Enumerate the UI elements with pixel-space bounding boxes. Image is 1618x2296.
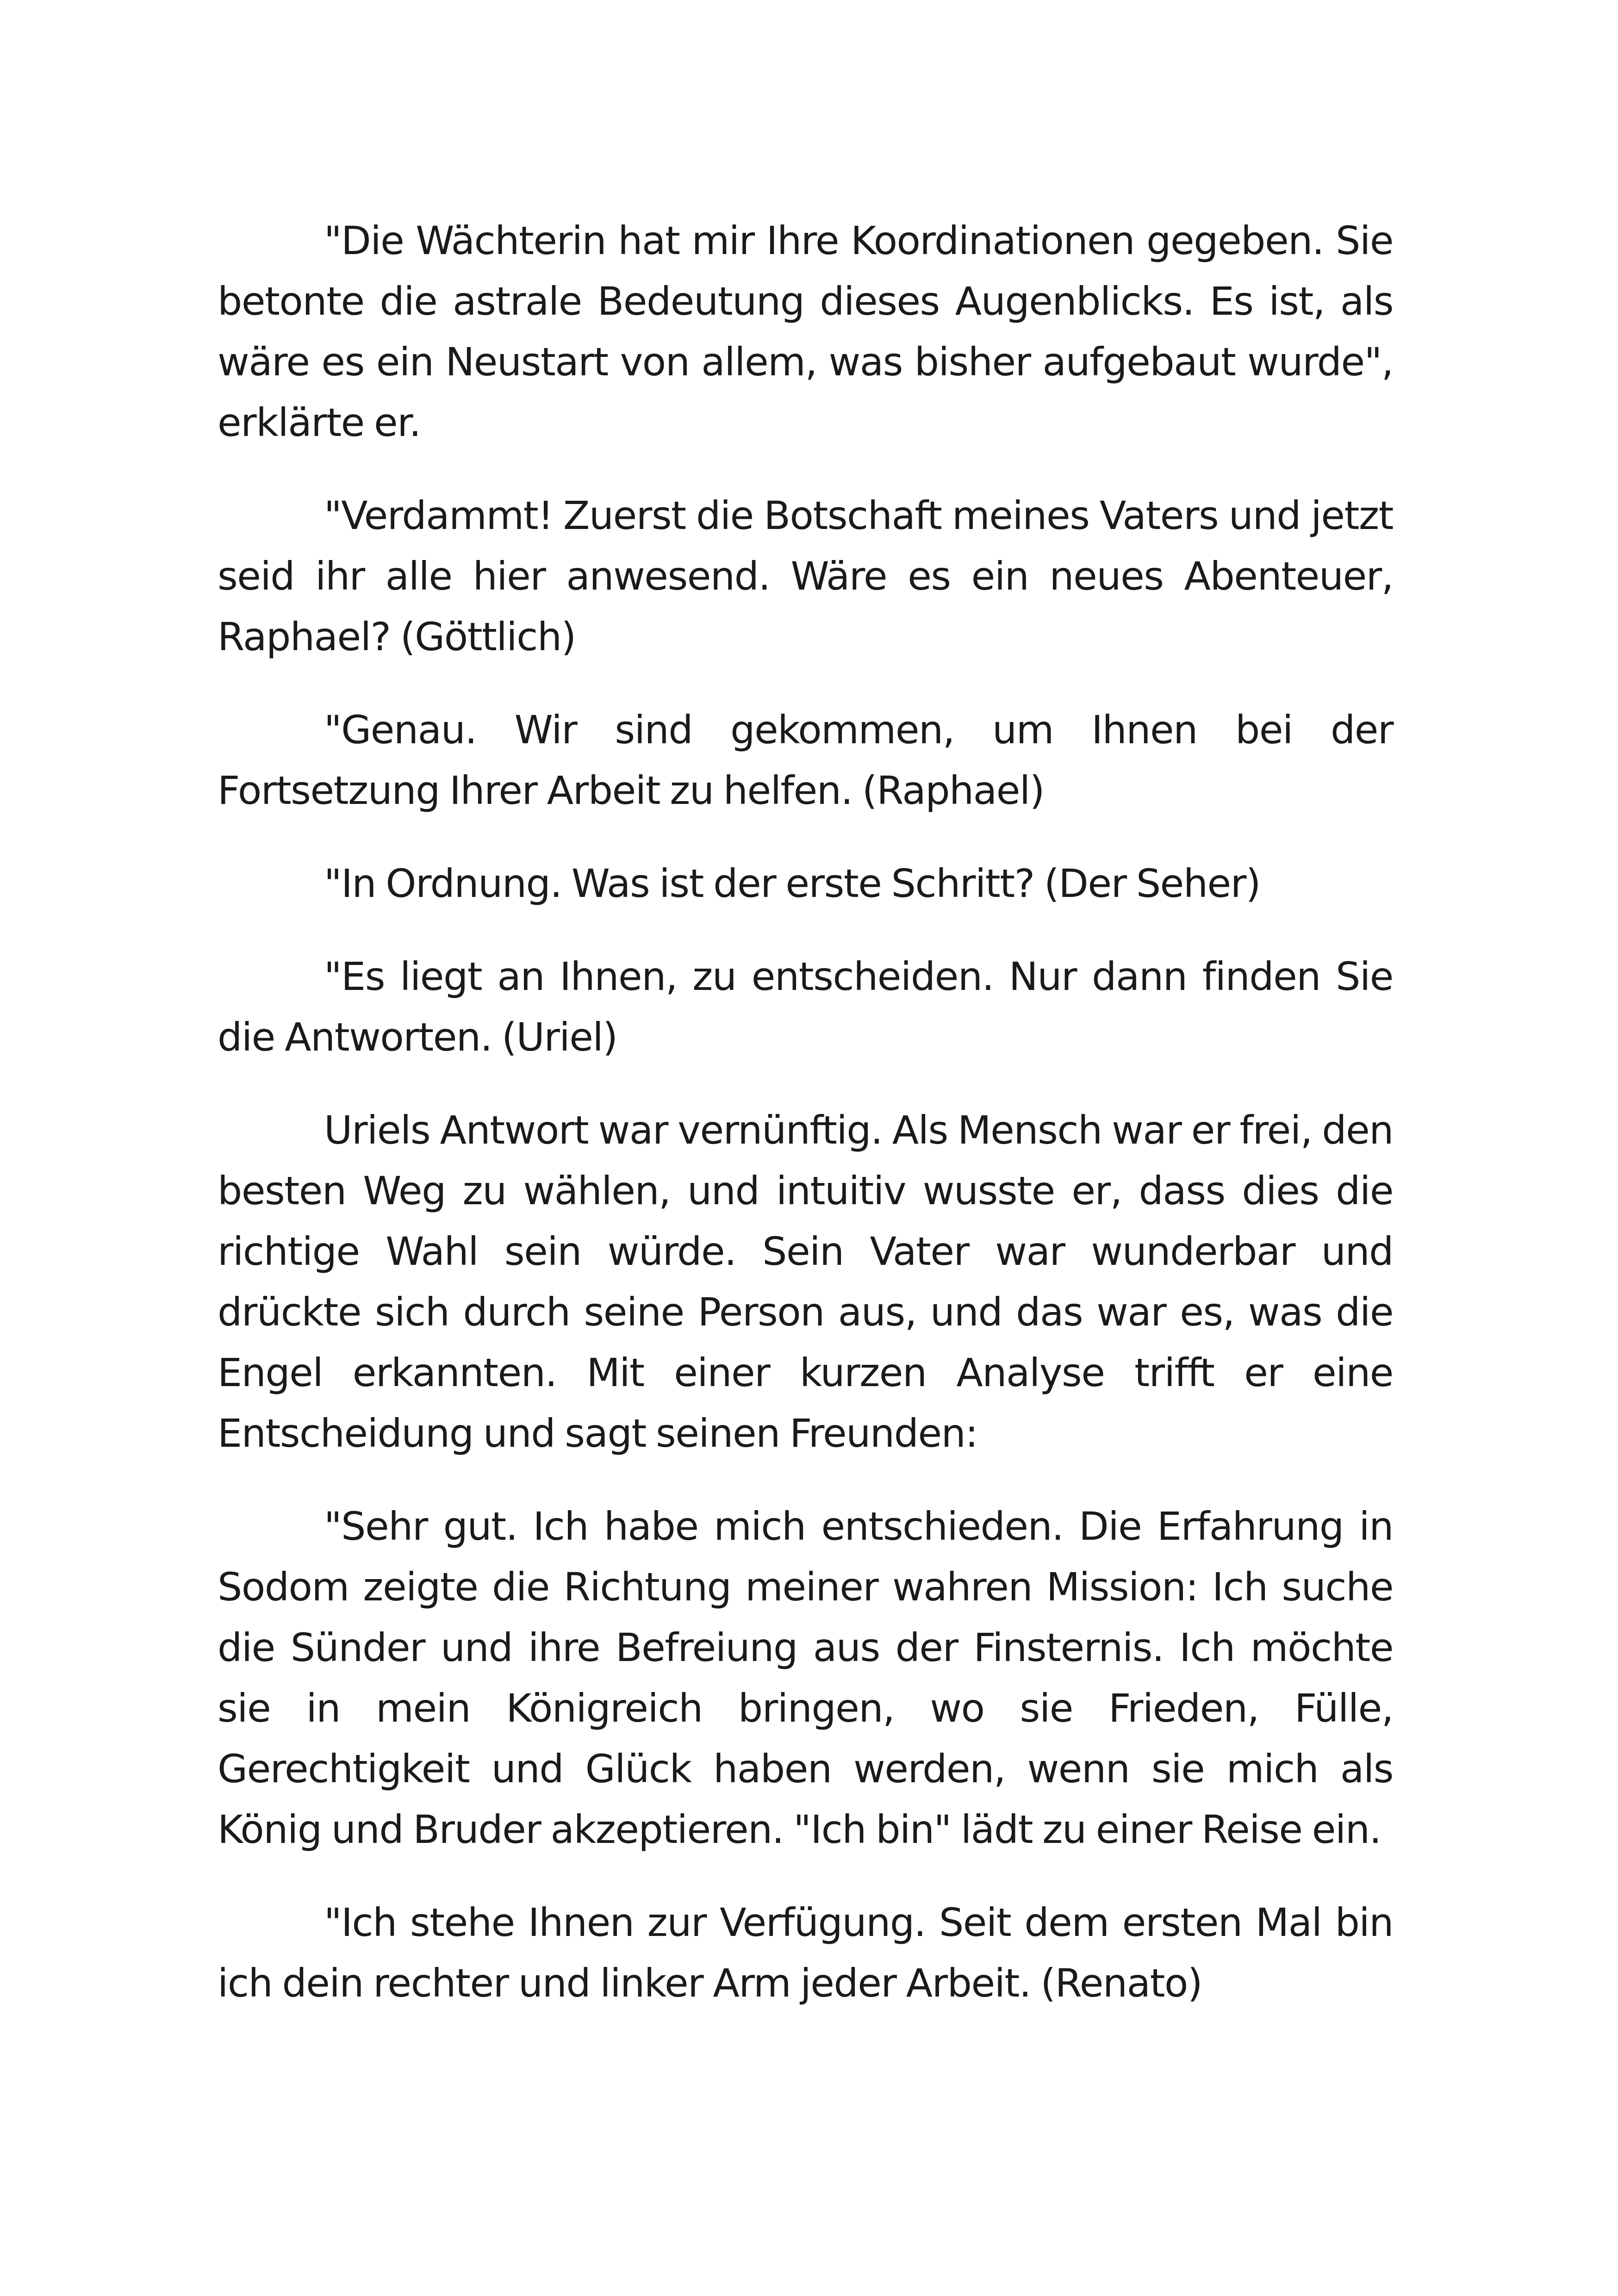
paragraph-1: "Die Wächterin hat mir Ihre Koordinationen gegeben. Sie betonte die astrale Bedeutung dieses Augenblicks. Es ist, als wäre es ein Neustart von allem, was bisher aufgebaut wurde", erklärte er. xyxy=(218,218,1393,445)
paragraph-5: "Es liegt an Ihnen, zu entscheiden. Nur dann finden Sie die Antworten. (Uriel) xyxy=(218,954,1393,1060)
paragraph-4: "In Ordnung. Was ist der erste Schritt? (Der Seher) xyxy=(324,861,1261,906)
paragraph-2: "Verdammt! Zuerst die Botschaft meines Vaters und jetzt seid ihr alle hier anwesend. Wäre es ein neues Abenteuer, Raphael? (Göttlich) xyxy=(218,493,1393,660)
paragraph-3: "Genau. Wir sind gekommen, um Ihnen bei der Fortsetzung Ihrer Arbeit zu helfen. (Raphael) xyxy=(218,707,1393,813)
paragraph-8: "Ich stehe Ihnen zur Verfügung. Seit dem ersten Mal bin ich dein rechter und linker Arm jeder Arbeit. (Renato) xyxy=(218,1900,1393,2006)
paragraph-6: Uriels Antwort war vernünftig. Als Mensch war er frei, den besten Weg zu wählen, und intuitiv wusste er, dass dies die richtige Wahl sein würde. Sein Vater war wunderbar und drückte sich durch seine Person aus, und das war es, was die Engel erkannten. Mit einer kurzen Analyse trifft er eine Entscheidung und sagt seinen Freunden: xyxy=(218,1108,1393,1456)
paragraph-7: "Sehr gut. Ich habe mich entschieden. Die Erfahrung in Sodom zeigte die Richtung meiner wahren Mission: Ich suche die Sünder und ihre Befreiung aus der Finsternis. Ich möchte sie in mein Königreich bringen, wo sie Frieden, Fülle, Gerechtigkeit und Glück haben werden, wenn sie mich als König und Bruder akzeptieren. "Ich bin" lädt zu einer Reise ein. xyxy=(218,1504,1393,1852)
document-body xyxy=(218,211,1393,2014)
